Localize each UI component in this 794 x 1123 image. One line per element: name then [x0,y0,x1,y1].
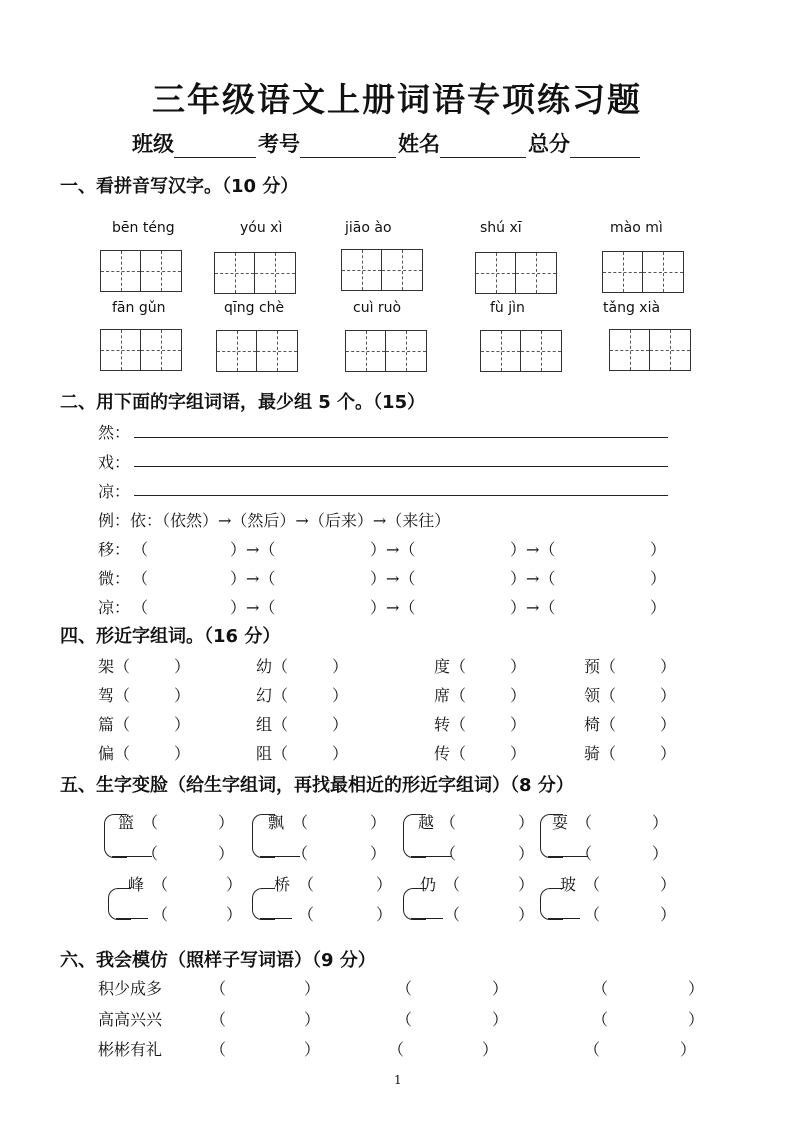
imitate-example: 积少成多 [98,979,163,998]
compose-char: 戏： [98,453,131,472]
similar-char: 席（ [434,686,467,705]
similar-char: 骑（ [584,744,617,763]
similar-char: 转（ [434,715,467,734]
similar-char: 幼（ [256,657,289,676]
paren-close: ） [510,744,527,763]
paren-close: ） [376,905,393,924]
paren-open: （ [396,979,413,998]
paren-open: （ [210,1040,227,1059]
paren-open: （ [132,540,149,559]
writing-grid[interactable] [480,330,562,372]
number-label: 考号 [258,132,300,156]
paren-open: （ [584,875,601,894]
pinyin-label: fù jìn [490,300,525,316]
paren-close: ） [518,813,535,832]
face-char: 耍 [552,813,569,832]
paren-open: （ [152,875,169,894]
face-char: 越 [418,813,435,832]
page-title: 三年级语文上册词语专项练习题 [152,80,642,119]
section-5-heading: 五、生字变脸（给生字组词，再找最相近的形近字组词）（8 分） [60,775,574,796]
chain-arrow: ）→（ [370,540,416,559]
pinyin-label: tǎng xià [603,300,661,316]
paren-open: （ [292,813,309,832]
paren-close: ） [660,875,677,894]
chain-char: 移： [98,540,131,559]
imitate-example: 彬彬有礼 [98,1040,163,1059]
face-char: 玻 [560,875,577,894]
chain-arrow: ）→（ [230,569,276,588]
score-blank [570,135,640,158]
section-6-heading: 六、我会模仿（照样子写词语）（9 分） [60,950,376,971]
face-char: 峰 [128,875,145,894]
writing-grid[interactable] [100,329,182,371]
paren-close: ） [660,744,677,763]
paren-open: （ [298,905,315,924]
answer-line[interactable] [134,466,668,467]
pinyin-label: bēn téng [112,220,175,236]
pinyin-label: fān gǔn [112,300,166,316]
chain-arrow: ）→（ [510,598,556,617]
paren-close: ） [174,686,191,705]
paren-close: ） [688,979,705,998]
chain-arrow: ）→（ [230,598,276,617]
answer-line[interactable] [134,437,668,438]
paren-open: （ [444,875,461,894]
paren-close: ） [482,1040,499,1059]
paren-close: ） [660,686,677,705]
paren-close: ） [510,686,527,705]
paren-open: （ [440,844,457,863]
paren-open: （ [210,979,227,998]
paren-open: （ [388,1040,405,1059]
similar-char: 椅（ [584,715,617,734]
similar-char: 阻（ [256,744,289,763]
paren-close: ） [510,657,527,676]
paren-close: ） [688,1010,705,1029]
paren-close: ） [518,844,535,863]
pinyin-label: qīng chè [224,300,285,316]
paren-close: ） [650,540,667,559]
section-4-heading: 四、形近字组词。（16 分） [60,626,281,647]
pinyin-label: yóu xì [240,220,283,236]
paren-open: （ [298,875,315,894]
pinyin-label: jiāo ào [345,220,392,236]
chain-arrow: ）→（ [370,598,416,617]
pinyin-label: shú xī [480,220,522,236]
paren-open: （ [576,813,593,832]
writing-grid[interactable] [345,330,427,372]
paren-open: （ [584,1040,601,1059]
similar-char: 篇（ [98,715,131,734]
paren-close: ） [518,875,535,894]
paren-close: ） [174,715,191,734]
paren-close: ） [304,1040,321,1059]
writing-grid[interactable] [100,250,182,292]
paren-open: （ [292,844,309,863]
paren-close: ） [332,657,349,676]
face-char: 飘 [268,813,285,832]
paren-close: ） [660,715,677,734]
pinyin-label: mào mì [610,220,663,236]
class-blank [174,135,256,158]
chain-char: 微： [98,569,131,588]
chain-arrow: ）→（ [230,540,276,559]
paren-open: （ [210,1010,227,1029]
paren-close: ） [174,657,191,676]
page-number: 1 [394,1073,402,1087]
similar-char: 架（ [98,657,131,676]
paren-open: （ [152,905,169,924]
paren-close: ） [492,1010,509,1029]
paren-open: （ [444,905,461,924]
writing-grid[interactable] [602,251,684,293]
paren-close: ） [332,715,349,734]
answer-stub[interactable] [116,918,148,919]
paren-close: ） [680,1040,697,1059]
section-2-heading: 二、用下面的字组词语，最少组 5 个。（15） [60,392,426,413]
paren-open: （ [592,979,609,998]
writing-grid[interactable] [609,329,691,371]
paren-open: （ [592,1010,609,1029]
number-blank [300,135,396,158]
paren-close: ） [518,905,535,924]
writing-grid[interactable] [214,252,296,294]
similar-char: 度（ [434,657,467,676]
paren-close: ） [332,686,349,705]
answer-stub[interactable] [411,918,443,919]
compose-char: 然： [98,423,131,442]
similar-char: 传（ [434,744,467,763]
face-char: 桥 [274,875,291,894]
paren-close: ） [652,813,669,832]
answer-stub[interactable] [548,918,580,919]
paren-close: ） [650,598,667,617]
writing-grid[interactable] [475,252,557,294]
chain-example: 例：依：（依然）→（然后）→（后来）→（来往） [98,511,451,530]
paren-close: ） [304,1010,321,1029]
paren-open: （ [132,598,149,617]
paren-close: ） [218,813,235,832]
paren-close: ） [174,744,191,763]
chain-arrow: ）→（ [370,569,416,588]
similar-char: 领（ [584,686,617,705]
paren-close: ） [332,744,349,763]
chain-arrow: ）→（ [510,540,556,559]
student-info-line [132,128,642,158]
similar-char: 驾（ [98,686,131,705]
paren-open: （ [584,905,601,924]
paren-open: （ [576,844,593,863]
writing-grid[interactable] [216,330,298,372]
pinyin-label: cuì ruò [353,300,402,316]
name-blank [440,135,526,158]
face-char: 篮 [118,813,135,832]
brace-bracket [252,888,275,920]
paren-open: （ [142,813,159,832]
score-label: 总分 [528,132,570,156]
paren-open: （ [396,1010,413,1029]
similar-char: 偏（ [98,744,131,763]
paren-open: （ [440,813,457,832]
paren-close: ） [376,875,393,894]
paren-close: ） [492,979,509,998]
similar-char: 组（ [256,715,289,734]
face-char: 仍 [420,875,437,894]
compose-char: 凉： [98,482,131,501]
name-label: 姓名 [398,132,440,156]
chain-arrow: ）→（ [510,569,556,588]
section-1-heading: 一、看拼音写汉字。（10 分） [60,176,299,197]
answer-stub[interactable] [260,918,292,919]
paren-close: ） [304,979,321,998]
paren-close: ） [510,715,527,734]
class-label: 班级 [132,132,174,156]
paren-open: （ [132,569,149,588]
paren-open: （ [142,844,159,863]
imitate-example: 高高兴兴 [98,1010,163,1029]
paren-close: ） [660,657,677,676]
paren-close: ） [370,813,387,832]
paren-close: ） [660,905,677,924]
paren-close: ） [370,844,387,863]
chain-char: 凉： [98,598,131,617]
similar-char: 预（ [584,657,617,676]
paren-close: ） [652,844,669,863]
paren-close: ） [226,875,243,894]
writing-grid[interactable] [341,249,423,291]
paren-close: ） [218,844,235,863]
paren-close: ） [226,905,243,924]
answer-line[interactable] [134,495,668,496]
similar-char: 幻（ [256,686,289,705]
paren-close: ） [650,569,667,588]
